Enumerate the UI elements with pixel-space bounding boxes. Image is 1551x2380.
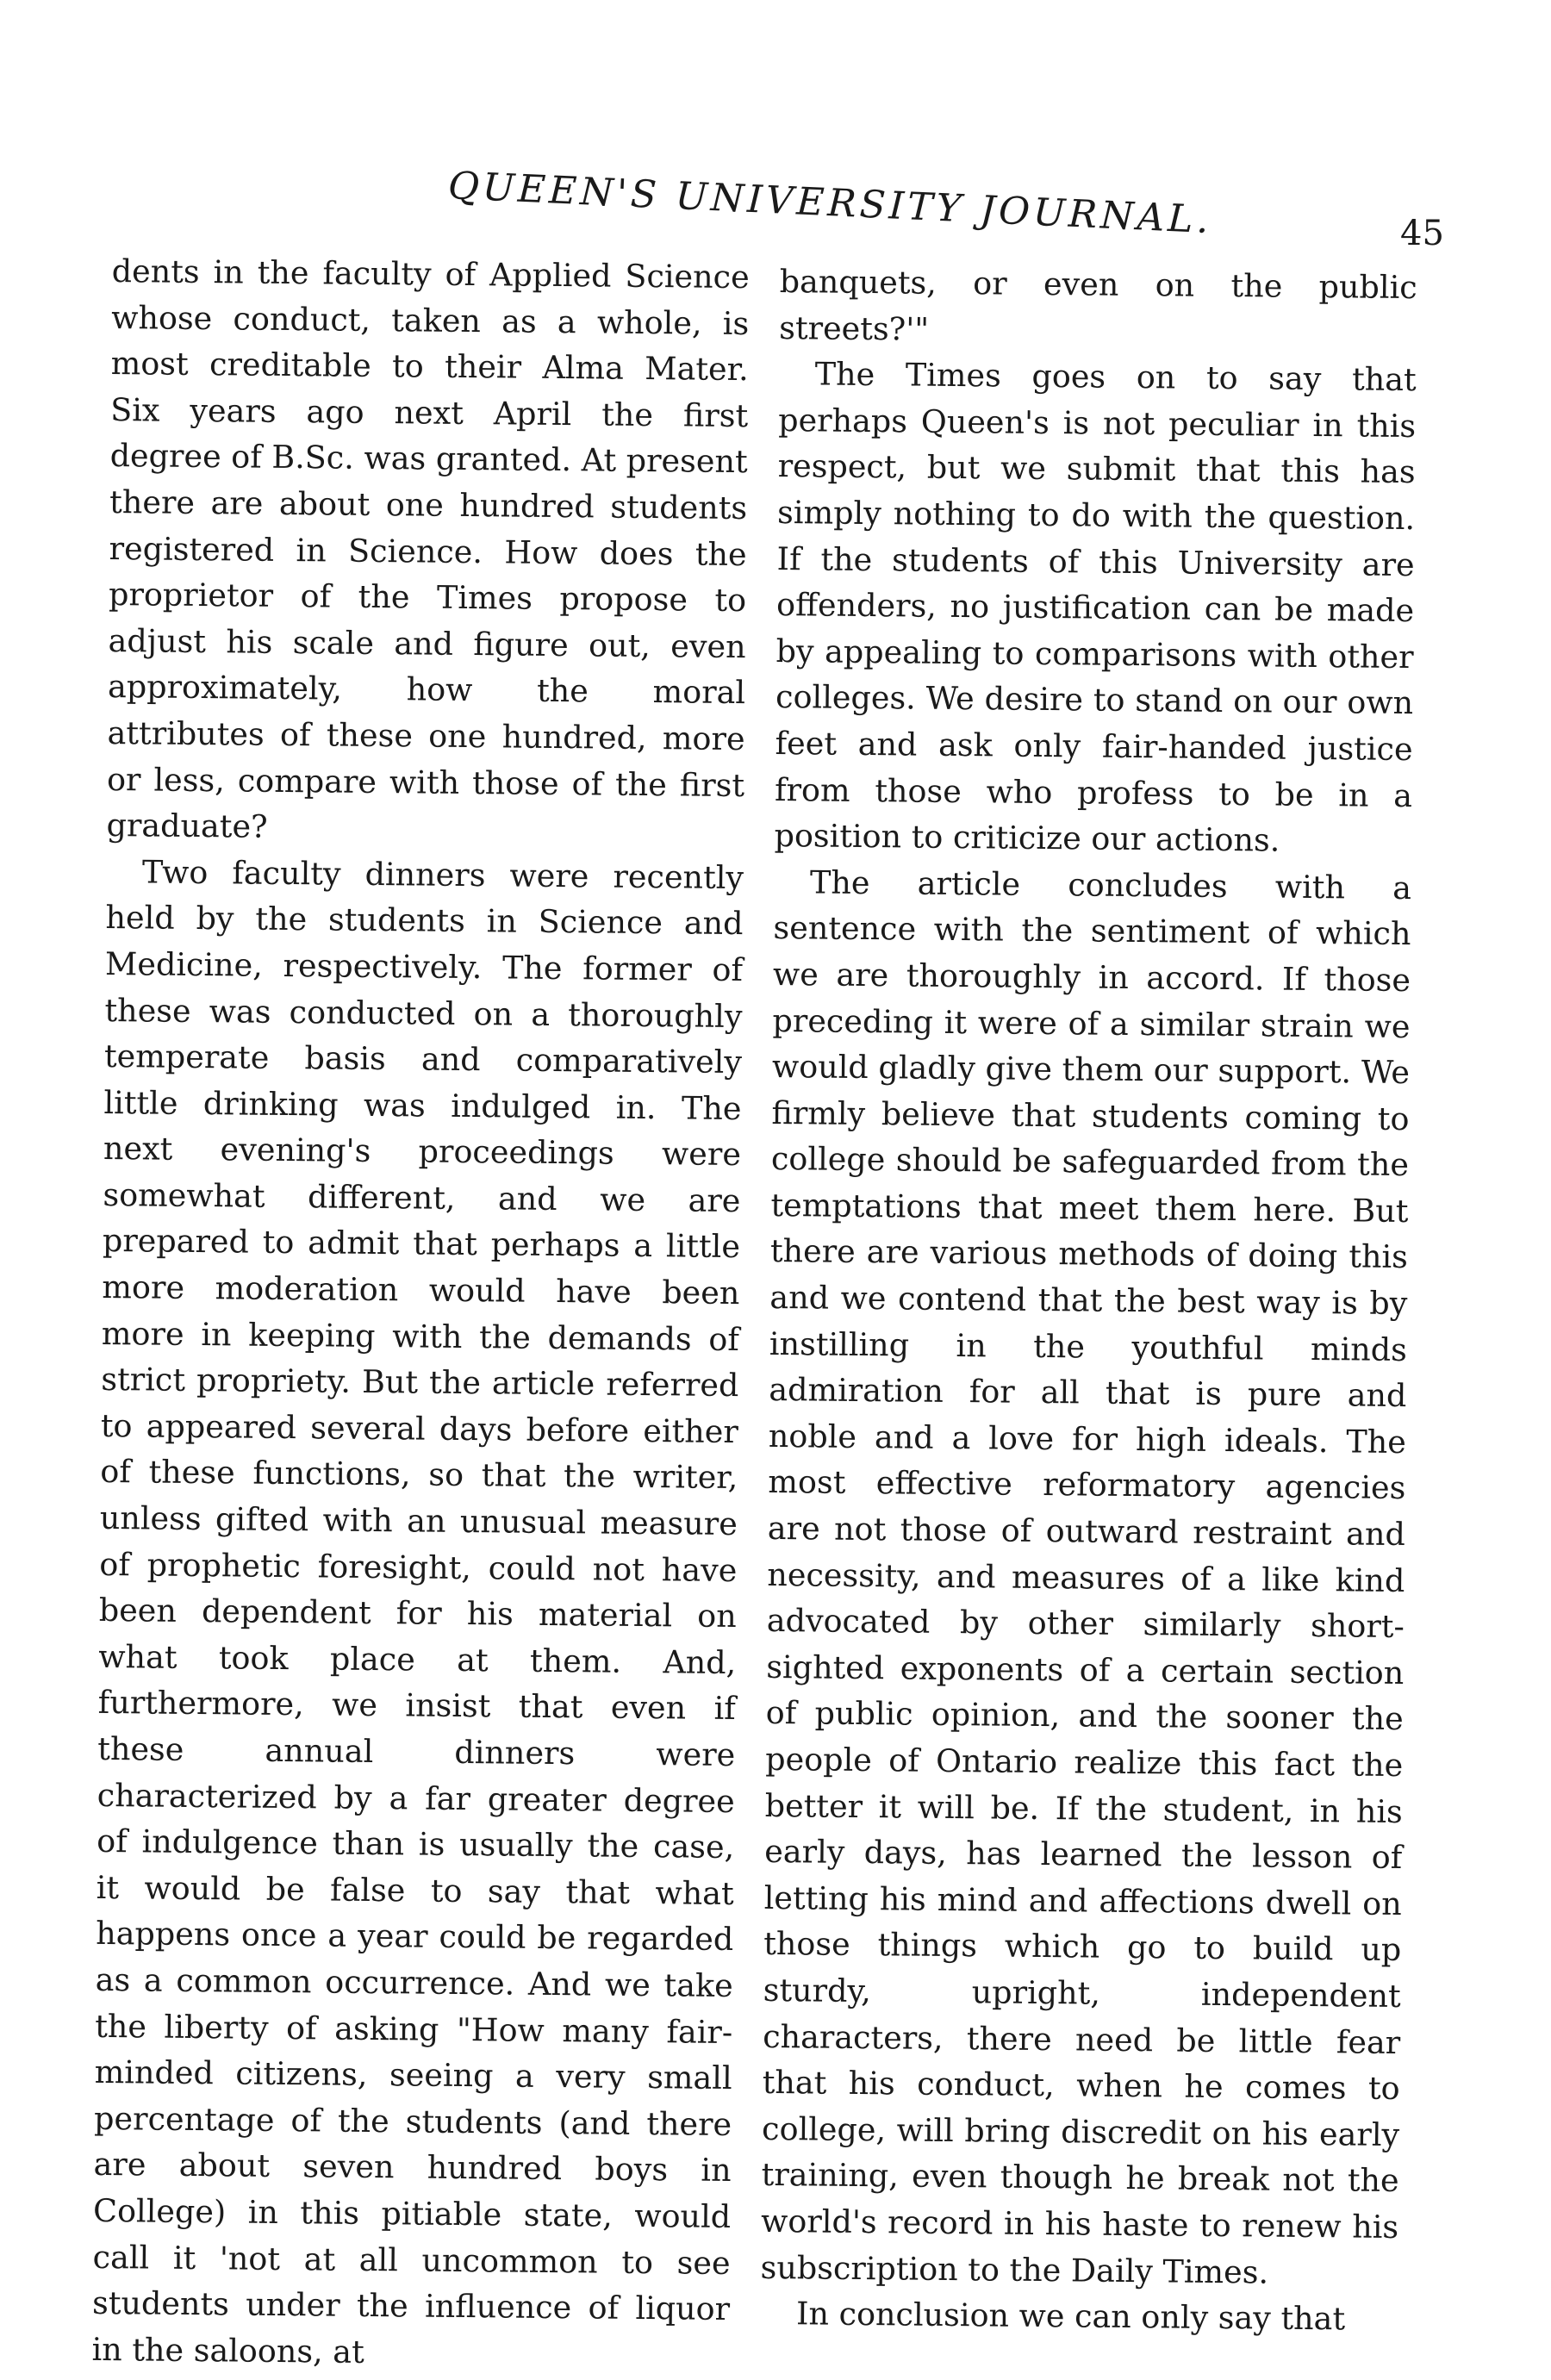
paragraph: banquets, or even on the public streets?'" <box>779 262 1417 348</box>
page-number: 45 <box>1400 214 1444 253</box>
paragraph: Two faculty dinners were recently held by the students in Science and Medicine, respectively. The former of these was conducted on a thoroughly temperate basis and comparatively little drinking was indulged in. The next evening's proceedings were somewhat different, and we are prepared to admit that perhaps a little more moderation would have been more in keeping with the demands of strict propriety. But the article referred to appeared several days before either of these functions, so that the writer, unless gifted with an unusual measure of prophetic foresight, could not have been dependent for his material on what took place at them. And, furthermore, we insist that even if these annual dinners were characterized by a far greater degree of indulgence than is usually the case, it would be false to say that what happens once a year could be regarded as a common occurrence. And we take the liberty of asking "How many fair-minded citizens, seeing a very small percentage of the students (and there are about seven hundred boys in College) in this pitiable state, would call it 'not at all uncommon to see students under the influence of liquor in the saloons, at <box>91 853 744 2371</box>
paragraph: In conclusion we can only say that <box>795 2295 1346 2338</box>
paragraph: dents in the faculty of Applied Science whose conduct, taken as a whole, is most creditable to their Alma Mater. Six years ago next April the first degree of B.Sc. was granted. At present there are about one hundred students registered in Science. How does the proprietor of the Times propose to adjust his scale and figure out, even approximately, how the moral attributes of these one hundred, more or less, compare with those of the first graduate? <box>106 252 750 845</box>
paragraph: The article concludes with a sentence with the sentiment of which we are thoroughly in accord. If those preceding it were of a similar strain we would gladly give them our support. We firmly believe that students coming to college should be safeguarded from the temptations that meet them here. But there are various methods of doing this and we contend that the best way is by instilling in the youthful minds admiration for all that is pure and noble and a love for high ideals. The most effective reformatory agencies are not those of outward restraint and necessity, and measures of a like kind advocated by other similarly short-sighted exponents of a certain section of public opinion, and the sooner the people of Ontario realize this fact the better it will be. If the student, in his early days, has learned the lesson of letting his mind and affections dwell on those things which go to build up sturdy, upright, independent characters, there need be little fear that his conduct, when he comes to college, will bring discredit on his early training, even though he break not the world's record in his haste to renew his subscription to the Daily Times. <box>760 863 1412 2291</box>
paragraph: The Times goes on to say that perhaps Queen's is not peculiar in this respect, but we submit that this has simply nothing to do with the question. If the students of this University are offenders, no justification can be made by appealing to comparisons with other colleges. We desire to stand on our own feet and ask only fair-handed justice from those who profess to be in a position to criticize our actions. <box>774 355 1417 859</box>
running-head: QUEEN'S UNIVERSITY JOURNAL. <box>446 164 1213 243</box>
right-column <box>760 259 1417 2343</box>
left-column <box>91 248 750 2378</box>
